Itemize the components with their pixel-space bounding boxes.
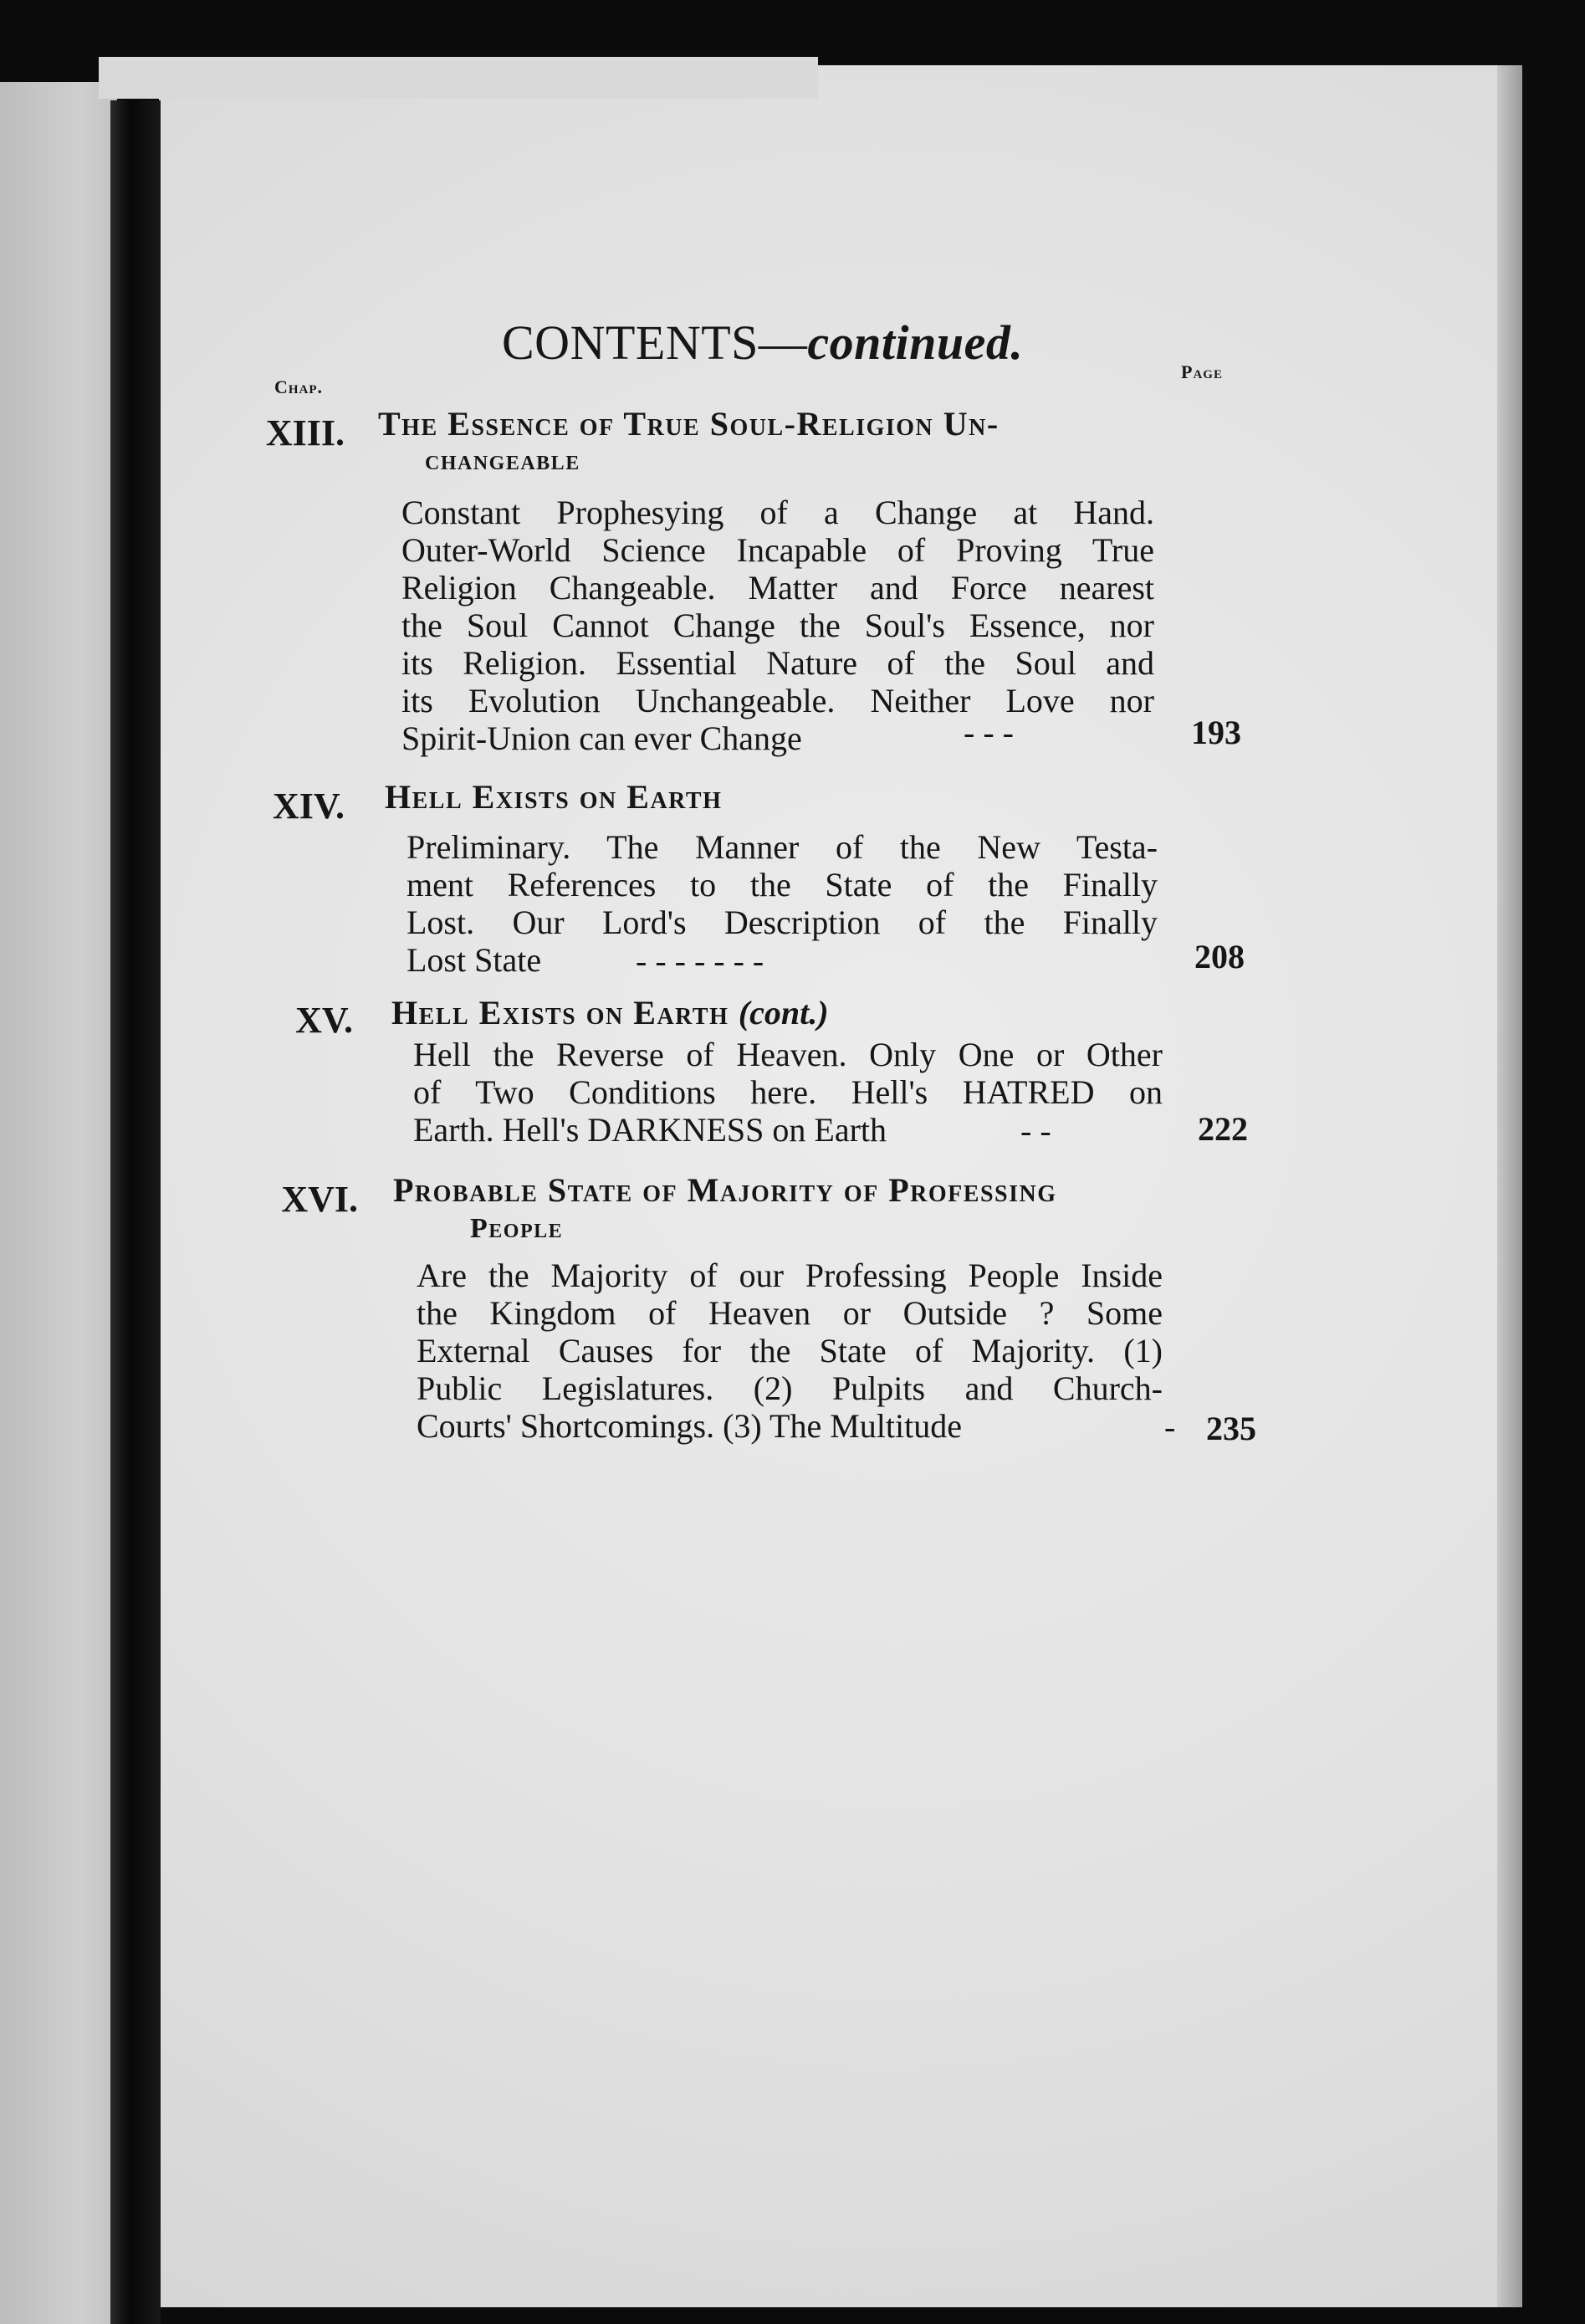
dot-leader: - - - - - - - (636, 942, 764, 980)
page-number: 208 (1194, 938, 1245, 975)
summary-line: its Evolution Unchangeable. Neither Love nor (401, 682, 1154, 719)
dot-leader: - (1164, 1408, 1176, 1446)
summary-line: Are the Majority of our Professing People Inside (417, 1257, 1163, 1294)
summary-line: Spirit-Union can ever Change (401, 719, 802, 757)
summary-line: ment References to the State of the Finally (406, 866, 1158, 903)
chapter-numeral: XIV. (272, 786, 345, 827)
chapter-summary (417, 1257, 1163, 1445)
summary-line: Preliminary. The Manner of the New Testa- (406, 828, 1158, 866)
summary-line: Lost State (406, 941, 542, 979)
summary-line: Hell the Reverse of Heaven. Only One or Other (413, 1036, 1163, 1073)
page-column-label: Page (1181, 361, 1223, 382)
summary-line: Earth. Hell's DARKNESS on Earth (413, 1111, 887, 1149)
page-number: 222 (1198, 1110, 1248, 1148)
adjacent-page-edge (0, 82, 117, 2324)
page-right-edge (1497, 65, 1522, 2307)
chapter-numeral: XIII. (265, 412, 345, 453)
chapter-summary (401, 494, 1154, 757)
dot-leader: - - - (964, 714, 1014, 751)
summary-line: Public Legislatures. (2) Pulpits and Church- (417, 1369, 1163, 1407)
summary-line: Constant Prophesying of a Change at Hand. (401, 494, 1154, 531)
summary-line: External Causes for the State of Majority. (1) (417, 1332, 1163, 1369)
summary-line: Courts' Shortcomings. (3) The Multitude (417, 1407, 962, 1445)
contents-heading: CONTENTS—continued. (502, 315, 1024, 370)
summary-line: its Religion. Essential Nature of the Soul and (401, 644, 1154, 682)
summary-line: Religion Changeable. Matter and Force nearest (401, 569, 1154, 607)
title-note: (cont.) (738, 994, 829, 1031)
chapter-title-continuation: changeable (425, 445, 580, 476)
page-number: 235 (1206, 1410, 1256, 1447)
chapter-title: Hell Exists on Earth (cont.) (391, 994, 829, 1031)
page-top-strip (99, 57, 818, 99)
book-spine-shadow (110, 100, 161, 2324)
chapter-summary (406, 828, 1158, 979)
chapter-title: The Essence of True Soul-Religion Un- (378, 405, 1000, 443)
summary-line: the Kingdom of Heaven or Outside ? Some (417, 1294, 1163, 1332)
page-number: 193 (1191, 714, 1241, 751)
summary-line: Lost. Our Lord's Description of the Finally (406, 903, 1158, 941)
summary-line: Outer-World Science Incapable of Proving True (401, 531, 1154, 569)
chapter-title-continuation: People (470, 1213, 564, 1244)
chapter-numeral: XVI. (281, 1179, 358, 1220)
dot-leader: - - (1020, 1112, 1051, 1149)
summary-line: the Soul Cannot Change the Soul's Essence, nor (401, 607, 1154, 644)
summary-line: of Two Conditions here. Hell's HATRED on (413, 1073, 1163, 1111)
chapter-column-label: Chap. (274, 376, 324, 397)
chapter-numeral: XV. (295, 1000, 353, 1041)
chapter-title: Probable State of Majority of Professing (393, 1171, 1057, 1209)
chapter-title: Hell Exists on Earth (385, 778, 723, 816)
